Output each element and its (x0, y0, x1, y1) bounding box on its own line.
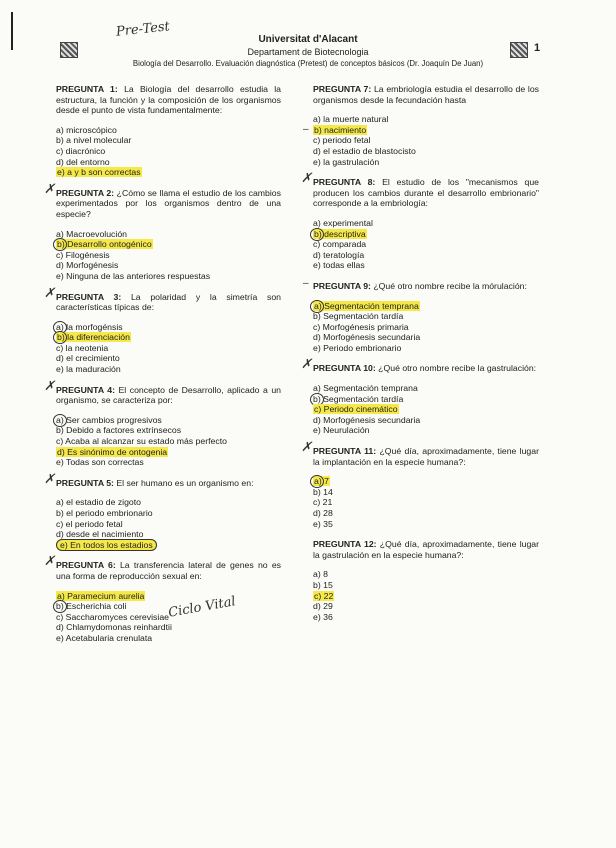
question-label: PREGUNTA 7: (313, 84, 372, 94)
option: e) Neurulación (313, 425, 370, 436)
question-text: ¿Cómo se llama el estudio de los cambios experimentados por los organismos dentro de una especie? (56, 187, 281, 219)
question-label: PREGUNTA 4: (56, 384, 116, 395)
question-text: El estudio de los "mecanismos que producen los cambios durante el desarrollo embrionario" corresponde a la embriología: (313, 177, 539, 209)
option-highlight: c) Periodo cinemático (314, 404, 398, 415)
option: e) Todas son correctas (56, 457, 144, 468)
question-6 (44, 554, 282, 643)
option-highlight: d) Es sinónimo de ontogenia (57, 446, 168, 457)
option: a) microscópico (56, 124, 117, 135)
option-highlight: c) 22 (314, 590, 334, 601)
dash-mark-icon: – (303, 123, 309, 135)
question-label: PREGUNTA 9: (313, 280, 371, 291)
question-label: PREGUNTA 1: (56, 84, 118, 94)
question-text: El concepto de Desarrollo, aplicado a un organismo, se caracteriza por: (56, 384, 281, 406)
option: d) Chlamydomonas reinhardtii (56, 622, 172, 633)
option-highlight: e) En todos los estadios (56, 539, 157, 551)
selected-option (56, 239, 281, 250)
option: e) Ninguna de las anteriores respuestas (56, 270, 211, 281)
option: c) Saccharomyces cerevisiae (56, 611, 169, 622)
question-text: La transferencia lateral de genes no es una forma de reproducción sexual en: (56, 560, 282, 581)
option: a) la muerte natural (313, 114, 389, 125)
option: d) Morfogénesis secundaria (313, 414, 421, 425)
question-label: PREGUNTA 11: (313, 446, 377, 457)
question-1 (56, 84, 281, 178)
handwritten-note: Pre-Test (115, 19, 171, 40)
option-highlight: a) 7 (314, 476, 329, 487)
selected-option (56, 447, 281, 458)
question-11 (301, 440, 539, 529)
option: d) del entorno (56, 156, 110, 167)
option: a) 8 (313, 569, 328, 580)
question-label: PREGUNTA 3: (56, 291, 122, 302)
question-label: PREGUNTA 8: (313, 177, 376, 188)
question-label: PREGUNTA 5: (56, 477, 114, 488)
question-4 (44, 378, 281, 468)
wrong-mark-icon: ✗ (44, 554, 55, 570)
option: e) todas ellas (313, 260, 365, 271)
question-7 (303, 84, 539, 167)
question-12 (313, 539, 539, 622)
option: b) 14 (313, 486, 333, 497)
option: d) Morfogénesis (56, 260, 119, 271)
option-highlight: a) Segmentación temprana (314, 300, 419, 311)
selected-option (313, 404, 539, 415)
option: a) Segmentación temprana (313, 383, 418, 394)
left-column (44, 84, 282, 654)
selected-option (56, 167, 281, 178)
question-5 (44, 471, 281, 551)
option: a) Macroevolución (56, 228, 127, 239)
wrong-mark-icon: ✗ (301, 357, 312, 373)
department-name: Departament de Biotecnologia (247, 47, 369, 57)
selected-option (313, 591, 539, 602)
selected-option (313, 476, 539, 487)
handwritten-margin-note: Ciclo Vital (167, 594, 237, 621)
document-subtitle: Biología del Desarrollo. Evaluación diagnóstica (Pretest) de conceptos básicos (Dr. Joaquín De Juan) (132, 59, 484, 68)
question-text: ¿Qué día, aproximadamente, tiene lugar la gastrulación en la especie humana?: (313, 539, 540, 560)
dash-mark-icon: – (303, 277, 309, 289)
option: e) la gastrulación (313, 156, 380, 167)
option: b) a nivel molecular (56, 135, 132, 146)
option: a) la morfogénsis (56, 322, 281, 333)
question-text: La embriología estudia el desarrollo de los organismos desde la fecundación hasta (313, 84, 539, 105)
wrong-mark-icon: ✗ (44, 471, 55, 487)
option: c) comparada (313, 239, 367, 250)
option: e) 36 (313, 611, 333, 622)
university-name: Universitat d'Alacant (258, 34, 358, 45)
question-text: La Biología del desarrollo estudia la estructura, la función y la composición de los organismos desde el punto de vista fundamentalmente: (56, 84, 281, 116)
selected-option (56, 540, 281, 551)
option: c) Morfogénesis primaria (313, 321, 409, 332)
option: b) Escherichia coli (56, 601, 281, 612)
option: d) teratología (313, 249, 365, 260)
option: c) periodo fetal (313, 135, 371, 146)
option: a) Ser cambios progresivos (56, 415, 281, 426)
option: e) 35 (313, 518, 333, 529)
option: e) Acetabularia crenulata (56, 632, 153, 643)
wrong-mark-icon: ✗ (301, 171, 312, 187)
wrong-mark-icon: ✗ (44, 285, 55, 301)
option: e) Periodo embrionario (313, 342, 402, 353)
question-2 (44, 181, 281, 282)
option: b) Segmentación tardía (313, 394, 539, 405)
question-text: ¿Qué otro nombre recibe la mórulación: (373, 280, 527, 291)
question-10 (301, 357, 539, 436)
selected-option (303, 123, 539, 136)
option: c) el periodo fetal (56, 518, 123, 529)
option: c) la neotenia (56, 342, 109, 353)
option-highlight: e) a y b son correctas (57, 167, 141, 178)
selected-option (56, 591, 281, 602)
question-text: ¿Qué día, aproximadamente, tiene lugar la implantación en la especie humana?: (313, 446, 539, 467)
wrong-mark-icon: ✗ (44, 181, 55, 197)
option: c) Acaba al alcanzar su estado más perfecto (56, 436, 227, 447)
question-8 (301, 171, 539, 271)
option-highlight: a) Paramecium aurelia (57, 590, 145, 601)
option: d) desde el nacimiento (56, 529, 144, 540)
option: b) 15 (313, 579, 333, 590)
question-text: La polaridad y la simetría son características típicas de: (56, 291, 282, 313)
option: c) 21 (313, 497, 333, 508)
wrong-mark-icon: ✗ (301, 440, 312, 456)
question-label: PREGUNTA 6: (56, 560, 116, 571)
option: b) el periodo embrionario (56, 508, 153, 518)
selected-option (313, 229, 539, 240)
option: e) la maduración (56, 364, 121, 375)
option: c) diacrónico (56, 145, 106, 156)
option: a) el estadio de zigoto (56, 497, 142, 508)
question-9 (303, 277, 539, 354)
option: b) Segmentación tardía (313, 311, 404, 322)
selected-option (313, 301, 539, 312)
page-number: 1 (534, 42, 541, 54)
option: d) 29 (313, 601, 333, 612)
question-text: ¿Qué otro nombre recibe la gastrulación: (378, 363, 537, 374)
question-label: PREGUNTA 12: (313, 539, 377, 550)
right-column (301, 84, 540, 632)
option-highlight: b) descriptiva (314, 228, 366, 239)
option: d) Morfogénesis secundaria (313, 332, 421, 343)
option: c) Filogénesis (56, 249, 110, 260)
option: d) el estadio de blastocisto (313, 145, 416, 156)
option-highlight: b) nacimiento (314, 124, 367, 135)
option-highlight: b) la diferenciación (57, 332, 130, 343)
option: d) el crecimiento (56, 353, 120, 364)
question-label: PREGUNTA 2: (56, 187, 115, 198)
wrong-mark-icon: ✗ (44, 378, 55, 394)
question-3 (44, 285, 282, 375)
option: d) 28 (313, 508, 333, 518)
option: a) experimental (313, 217, 373, 228)
option-highlight: b) Desarrollo ontogénico (57, 239, 152, 250)
question-label: PREGUNTA 10: (313, 363, 376, 374)
question-text: El ser humano es un organismo en: (116, 477, 254, 488)
option: b) Debido a factores extrínsecos (56, 425, 182, 436)
selected-option (56, 332, 281, 343)
